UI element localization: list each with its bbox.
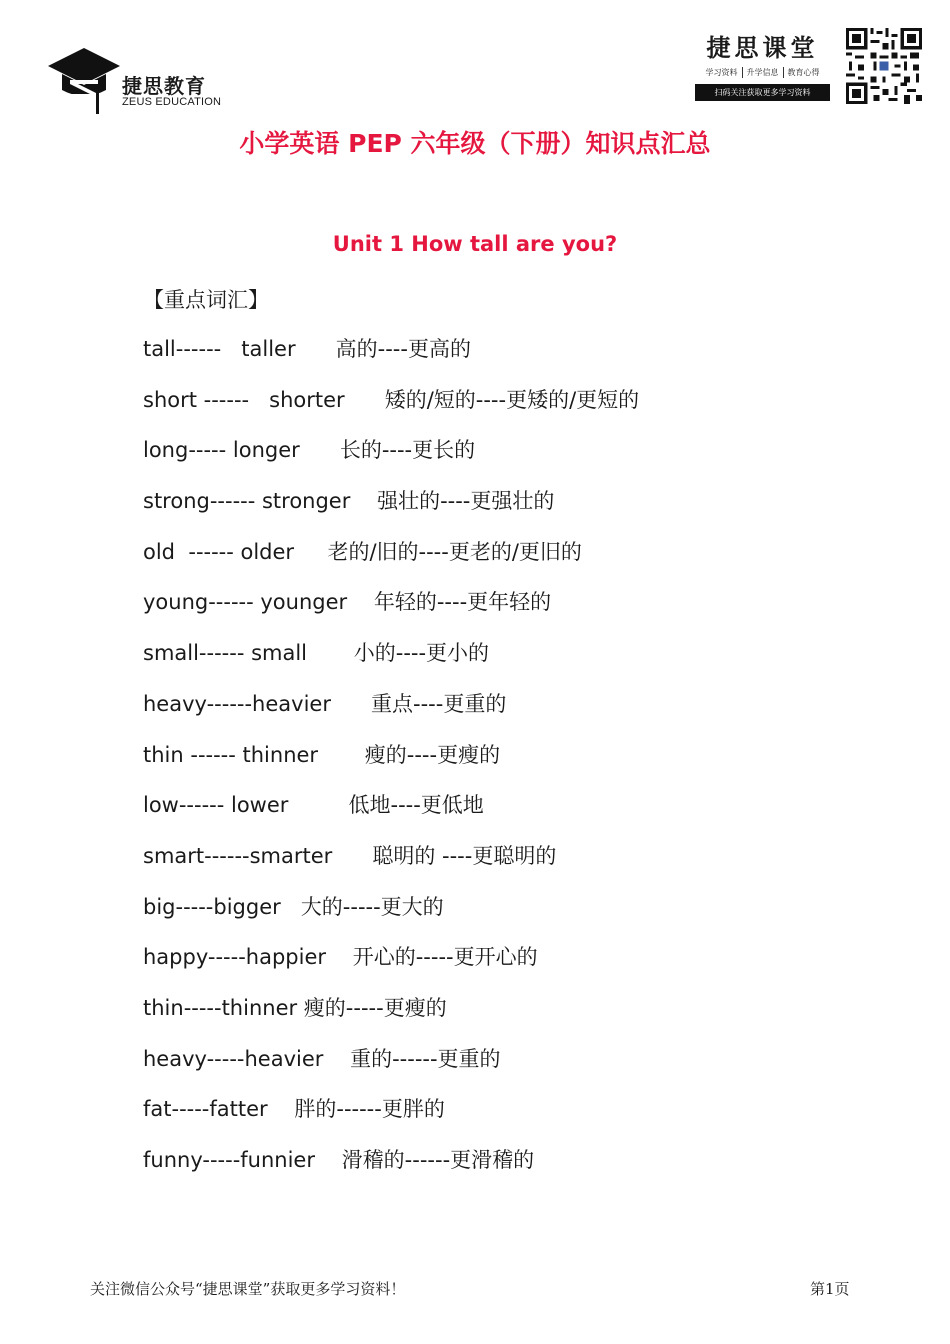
vocab-item: fat-----fatter 胖的------更胖的 [143, 1097, 445, 1122]
vocab-item: short ------ shorter 矮的/短的----更矮的/更短的 [143, 387, 640, 412]
unit-title: Unit 1 How tall are you? [332, 232, 618, 256]
logo-subtitle: ZEUS EDUCATION [122, 96, 222, 108]
vocab-item: small------ small 小的----更小的 [143, 641, 490, 666]
brand-tag: 学习资料 [705, 68, 738, 77]
qr-code-icon [846, 28, 922, 104]
vocab-item: heavy-----heavier 重的------更重的 [143, 1046, 501, 1071]
vocab-item: big-----bigger 大的-----更大的 [143, 894, 444, 919]
vocab-item: long----- longer 长的----更长的 [143, 438, 476, 463]
brand-tags [695, 67, 830, 78]
vocab-item: happy-----happier 开心的-----更开心的 [143, 945, 538, 970]
vocab-item: smart------smarter 聪明的 ----更聪明的 [143, 843, 557, 868]
section-label: 【重点词汇】 [143, 288, 269, 312]
graduation-cap-logo-icon [44, 44, 120, 116]
vocab-item: strong------ stronger 强壮的----更强壮的 [143, 489, 555, 514]
vocab-item: thin-----thinner 瘦的-----更瘦的 [143, 995, 447, 1020]
brand-tag: 教育心得 [783, 67, 824, 78]
vocab-item: old ------ older 老的/旧的----更老的/更旧的 [143, 539, 582, 564]
page-number: 第1页 [810, 1280, 850, 1298]
vocab-item: heavy------heavier 重点----更重的 [143, 691, 507, 716]
zeus-education-logo [44, 44, 244, 116]
vocab-item: thin ------ thinner 瘦的----更瘦的 [143, 742, 501, 767]
brand-title: 捷思课堂 [706, 33, 819, 62]
vocab-item: low------ lower 低地----更低地 [143, 793, 484, 818]
vocab-item: tall------ taller 高的----更高的 [143, 337, 471, 361]
document-title: 小学英语 PEP 六年级（下册）知识点汇总 [239, 129, 711, 158]
vocab-item: young------ younger 年轻的----更年轻的 [143, 590, 552, 615]
brand-cta: 扫码关注获取更多学习资料 [695, 84, 830, 101]
vocabulary-list [143, 334, 639, 1196]
brand-block [695, 28, 830, 101]
vocab-item: funny-----funnier 滑稽的------更滑稽的 [143, 1148, 535, 1172]
brand-tag: 升学信息 [742, 67, 783, 78]
logo-name: 捷思教育 [122, 74, 206, 98]
footer-note: 关注微信公众号“捷思课堂”获取更多学习资料！ [90, 1280, 406, 1298]
